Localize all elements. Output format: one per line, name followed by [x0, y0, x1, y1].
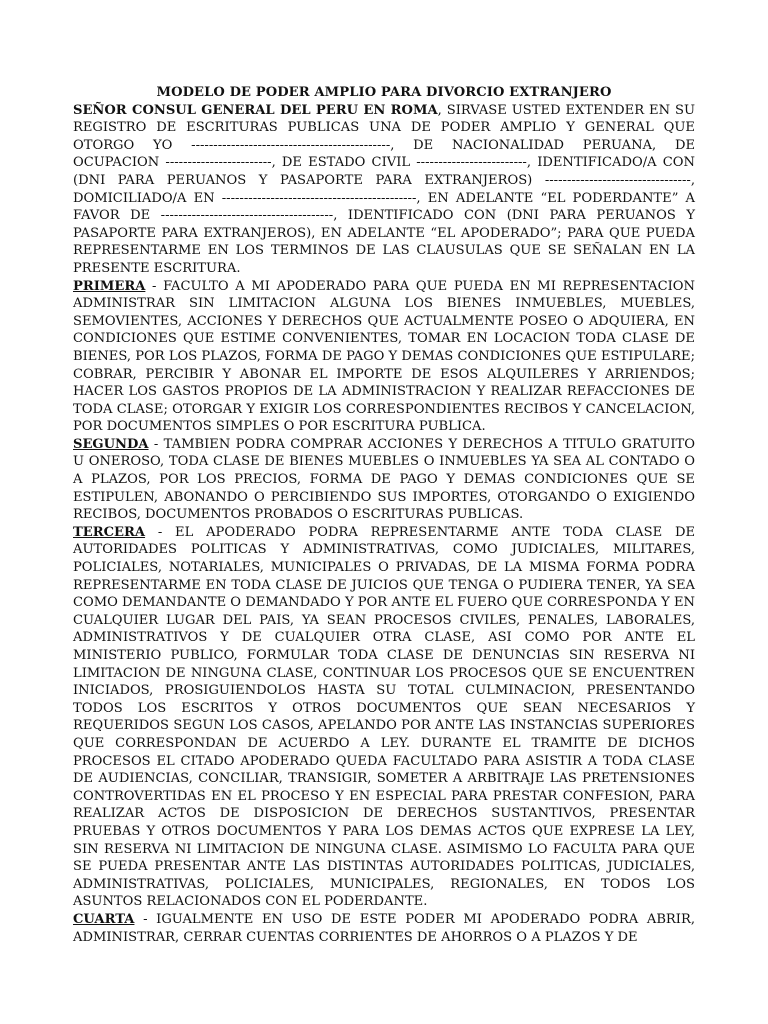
intro-text: , SIRVASE USTED EXTENDER EN SU REGISTRO DE ESCRITURAS PUBLICAS UNA DE PODER AMPLIO Y GENERAL QUE OTORGO YO ---------------------------------------------, DE NACIONALIDAD PERUANA, DE OCUPACION ------------------------, DE ESTADO CIVIL -------------------------, IDENTIFICADO/A CON (DNI PARA PERUANOS Y PASAPORTE PARA EXTRANJEROS) ---------------------------------, DOMICILIADO/A EN --------------------------------------------, EN ADELANTE “EL PODERDANTE” A FAVOR DE ---------------------------------------, IDENTIFICADO CON (DNI PARA PERUANOS Y PASAPORTE PARA EXTRANJEROS), EN ADELANTE “EL APODERADO”; PARA QUE PUEDA REPRESENTARME EN LOS TERMINOS DE LAS CLAUSULAS QUE SE SEÑALAN EN LA PRESENTE ESCRITURA.	[73, 102, 695, 276]
clause-label: CUARTA	[73, 911, 135, 927]
clause-label: SEGUNDA	[73, 436, 149, 452]
clause-label: TERCERA	[73, 524, 146, 540]
clause-segunda	[73, 436, 695, 524]
clause-cuarta	[73, 911, 695, 946]
document-title: MODELO DE PODER AMPLIO PARA DIVORCIO EXTRANJERO	[156, 85, 612, 100]
intro-paragraph	[73, 102, 695, 278]
document-page	[73, 84, 695, 946]
clause-tercera	[73, 524, 695, 911]
clause-primera	[73, 278, 695, 436]
clause-text: - IGUALMENTE EN USO DE ESTE PODER MI APODERADO PODRA ABRIR, ADMINISTRAR, CERRAR CUENTAS CORRIENTES DE AHORROS O A PLAZOS Y DE	[73, 911, 695, 945]
clause-text: - TAMBIEN PODRA COMPRAR ACCIONES Y DERECHOS A TITULO GRATUITO U ONEROSO, TODA CLASE DE BIENES MUEBLES O INMUEBLES YA SEA AL CONTADO O A PLAZOS, POR LOS PRECIOS, FORMA DE PAGO Y DEMAS CONDICIONES QUE SE ESTIPULEN, ABONANDO O PERCIBIENDO SUS IMPORTES, OTORGANDO O EXIGIENDO RECIBOS, DOCUMENTOS PROBADOS O ESCRITURAS PUBLICAS.	[73, 436, 695, 523]
clause-text: - EL APODERADO PODRA REPRESENTARME ANTE TODA CLASE DE AUTORIDADES POLITICAS Y ADMINISTRATIVAS, COMO JUDICIALES, MILITARES, POLICIALES, NOTARIALES, MUNICIPALES O PRIVADAS, DE LA MISMA FORMA PODRA REPRESENTARME EN TODA CLASE DE JUICIOS QUE TENGA O PUDIERA TENER, YA SEA COMO DEMANDANTE O DEMANDADO Y POR ANTE EL FUERO QUE CORRESPONDA Y EN CUALQUIER LUGAR DEL PAIS, YA SEAN PROCESOS CIVILES, PENALES, LABORALES, ADMINISTRATIVOS Y DE CUALQUIER OTRA CLASE, ASI COMO POR ANTE EL MINISTERIO PUBLICO, FORMULAR TODA CLASE DE DENUNCIAS SIN RESERVA NI LIMITACION DE NINGUNA CLASE, CONTINUAR LOS PROCESOS QUE SE ENCUENTREN INICIADOS, PROSIGUIENDOLOS HASTA SU TOTAL CULMINACION, PRESENTANDO TODOS LOS ESCRITOS Y OTROS DOCUMENTOS QUE SEAN NECESARIOS Y REQUERIDOS SEGUN LOS CASOS, APELANDO POR ANTE LAS INSTANCIAS SUPERIORES QUE CORRESPONDAN DE ACUERDO A LEY. DURANTE EL TRAMITE DE DICHOS PROCESOS EL CITADO APODERADO QUEDA FACULTADO PARA ASISTIR A TODA CLASE DE AUDIENCIAS, CONCILIAR, TRANSIGIR, SOMETER A ARBITRAJE LAS PRETENSIONES CONTROVERTIDAS EN EL PROCESO Y EN ESPECIAL PARA PRESTAR CONFESION, PARA REALIZAR ACTOS DE DISPOSICION DE DERECHOS SUSTANTIVOS, PRESENTAR PRUEBAS Y OTROS DOCUMENTOS Y PARA LOS DEMAS ACTOS QUE EXPRESE LA LEY, SIN RESERVA NI LIMITACION DE NINGUNA CLASE. ASIMISMO LO FACULTA PARA QUE SE PUEDA PRESENTAR ANTE LAS DISTINTAS AUTORIDADES POLITICAS, JUDICIALES, ADMINISTRATIVAS, POLICIALES, MUNICIPALES, REGIONALES, EN TODOS LOS ASUNTOS RELACIONADOS CON EL PODERDANTE.	[73, 524, 695, 910]
intro-addressee: SEÑOR CONSUL GENERAL DEL PERU EN ROMA	[73, 102, 438, 118]
clause-label: PRIMERA	[73, 278, 146, 294]
clause-text: - FACULTO A MI APODERADO PARA QUE PUEDA EN MI REPRESENTACION ADMINISTRAR SIN LIMITACION ALGUNA LOS BIENES INMUEBLES, MUEBLES, SEMOVIENTES, ACCIONES Y DERECHOS QUE ACTUALMENTE POSEO O ADQUIERA, EN CONDICIONES QUE ESTIME CONVENIENTES, TOMAR EN LOCACION TODA CLASE DE BIENES, POR LOS PLAZOS, FORMA DE PAGO Y DEMAS CONDICIONES QUE ESTIPULARE; COBRAR, PERCIBIR Y ABONAR EL IMPORTE DE ESOS ALQUILERES Y ARRIENDOS; HACER LOS GASTOS PROPIOS DE LA ADMINISTRACION Y REALIZAR REFACCIONES DE TODA CLASE; OTORGAR Y EXIGIR LOS CORRESPONDIENTES RECIBOS Y CANCELACION, POR DOCUMENTOS SIMPLES O POR ESCRITURA PUBLICA.	[73, 278, 695, 435]
